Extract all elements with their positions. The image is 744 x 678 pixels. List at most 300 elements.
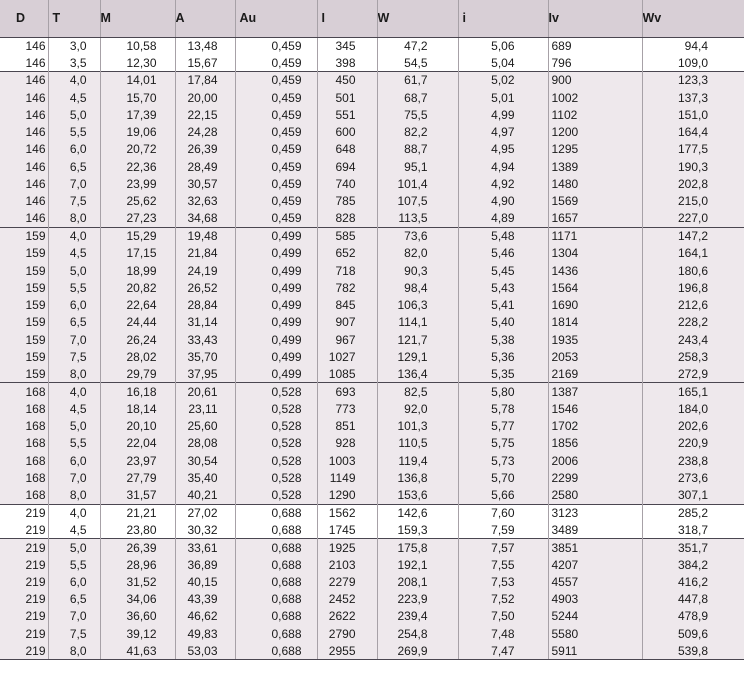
table-cell: 3,0	[48, 37, 100, 54]
table-cell: 501	[317, 89, 377, 106]
table-cell: 0,528	[235, 435, 317, 452]
table-cell: 7,5	[48, 348, 100, 365]
table-cell: 0,528	[235, 383, 317, 400]
table-cell: 585	[317, 227, 377, 244]
table-cell: 10,58	[100, 37, 175, 54]
table-cell: 0,528	[235, 400, 317, 417]
table-cell: 106,3	[377, 296, 458, 313]
table-cell: 5,02	[458, 72, 548, 89]
table-cell: 1702	[548, 418, 642, 435]
table-cell: 168	[25, 419, 46, 434]
table-cell: 30,57	[175, 175, 235, 192]
table-row	[0, 435, 744, 452]
table-cell: 4,89	[458, 210, 548, 227]
table-row	[0, 556, 744, 573]
table-cell: 1290	[317, 487, 377, 504]
table-cell: 146	[25, 211, 46, 226]
table-cell: 1387	[548, 383, 642, 400]
table-cell: 0,688	[235, 573, 317, 590]
table-cell: 121,7	[377, 331, 458, 348]
table-cell: 3,5	[48, 54, 100, 71]
table-cell: 243,4	[642, 331, 744, 348]
table-cell: 652	[317, 245, 377, 262]
table-row	[0, 158, 744, 175]
table-cell: 95,1	[377, 158, 458, 175]
table-body	[0, 37, 744, 660]
table-cell: 20,61	[175, 383, 235, 400]
table-row	[0, 279, 744, 296]
table-cell: 1935	[548, 331, 642, 348]
table-cell: 0,459	[235, 193, 317, 210]
table-cell: 28,02	[100, 348, 175, 365]
table-row	[0, 37, 744, 54]
table-cell: 53,03	[175, 642, 235, 659]
column-header-t: T	[48, 0, 100, 37]
table-cell: 5,06	[458, 37, 548, 54]
table-cell: 828	[317, 210, 377, 227]
table-cell: 4,0	[48, 72, 100, 89]
table-cell: 4,0	[48, 383, 100, 400]
table-cell: 2452	[317, 591, 377, 608]
table-cell: 15,70	[100, 89, 175, 106]
table-cell: 146	[25, 90, 46, 105]
table-cell: 177,5	[642, 141, 744, 158]
table-cell: 1085	[317, 366, 377, 383]
table-cell: 6,5	[48, 591, 100, 608]
column-header-d: D	[0, 0, 48, 37]
table-cell: 648	[317, 141, 377, 158]
table-cell: 215,0	[642, 193, 744, 210]
table-cell: 6,5	[48, 314, 100, 331]
table-cell: 0,688	[235, 642, 317, 659]
table-cell: 4207	[548, 556, 642, 573]
table-cell: 689	[548, 37, 642, 54]
table-cell: 1657	[548, 210, 642, 227]
table-cell: 782	[317, 279, 377, 296]
table-cell: 31,57	[100, 487, 175, 504]
table-cell: 6,0	[48, 296, 100, 313]
table-cell: 26,24	[100, 331, 175, 348]
table-cell: 1295	[548, 141, 642, 158]
table-cell: 13,48	[175, 37, 235, 54]
table-cell: 0,499	[235, 296, 317, 313]
table-cell: 307,1	[642, 487, 744, 504]
table-row	[0, 400, 744, 417]
table-cell: 416,2	[642, 573, 744, 590]
table-cell: 15,67	[175, 54, 235, 71]
table-cell: 7,57	[458, 539, 548, 556]
table-cell: 0,499	[235, 348, 317, 365]
table-cell: 796	[548, 54, 642, 71]
table-cell: 5,40	[458, 314, 548, 331]
table-cell: 36,60	[100, 608, 175, 625]
table-cell: 22,04	[100, 435, 175, 452]
table-cell: 202,6	[642, 418, 744, 435]
table-cell: 41,63	[100, 642, 175, 659]
table-cell: 29,79	[100, 366, 175, 383]
table-cell: 845	[317, 296, 377, 313]
table-cell: 2299	[548, 469, 642, 486]
table-cell: 6,0	[48, 452, 100, 469]
table-cell: 5,80	[458, 383, 548, 400]
table-cell: 17,15	[100, 245, 175, 262]
table-cell: 7,52	[458, 591, 548, 608]
table-cell: 4,0	[48, 227, 100, 244]
table-cell: 101,4	[377, 175, 458, 192]
table-cell: 0,688	[235, 556, 317, 573]
table-cell: 25,60	[175, 418, 235, 435]
table-cell: 146	[25, 194, 46, 209]
table-cell: 39,12	[100, 625, 175, 642]
table-cell: 4,92	[458, 175, 548, 192]
table-cell: 28,84	[175, 296, 235, 313]
table-cell: 40,21	[175, 487, 235, 504]
table-cell: 1200	[548, 123, 642, 140]
table-cell: 7,5	[48, 625, 100, 642]
table-cell: 27,23	[100, 210, 175, 227]
table-cell: 8,0	[48, 487, 100, 504]
table-cell: 227,0	[642, 210, 744, 227]
table-cell: 1003	[317, 452, 377, 469]
table-row	[0, 608, 744, 625]
table-cell: 15,29	[100, 227, 175, 244]
table-cell: 12,30	[100, 54, 175, 71]
table-cell: 1564	[548, 279, 642, 296]
table-cell: 61,7	[377, 72, 458, 89]
table-cell: 600	[317, 123, 377, 140]
table-cell: 4,99	[458, 106, 548, 123]
table-cell: 0,459	[235, 37, 317, 54]
table-cell: 33,43	[175, 331, 235, 348]
table-cell: 110,5	[377, 435, 458, 452]
table-cell: 219	[25, 522, 46, 537]
table-cell: 168	[25, 453, 46, 468]
table-cell: 0,459	[235, 106, 317, 123]
table-cell: 272,9	[642, 366, 744, 383]
table-row	[0, 487, 744, 504]
table-cell: 5,36	[458, 348, 548, 365]
table-cell: 4,90	[458, 193, 548, 210]
table-cell: 0,499	[235, 262, 317, 279]
table-row	[0, 175, 744, 192]
table-cell: 219	[0, 504, 48, 521]
table-cell: 5,04	[458, 54, 548, 71]
table-cell: 43,39	[175, 591, 235, 608]
table-cell: 1171	[548, 227, 642, 244]
table-cell: 26,39	[100, 539, 175, 556]
table-cell: 26,52	[175, 279, 235, 296]
table-cell: 4,97	[458, 123, 548, 140]
table-cell: 398	[317, 54, 377, 71]
table-cell: 967	[317, 331, 377, 348]
table-cell: 17,39	[100, 106, 175, 123]
table-cell: 101,3	[377, 418, 458, 435]
table-cell: 2103	[317, 556, 377, 573]
table-cell: 928	[317, 435, 377, 452]
table-cell: 5,73	[458, 452, 548, 469]
table-cell: 36,89	[175, 556, 235, 573]
table-cell: 21,21	[100, 504, 175, 521]
table-cell: 2955	[317, 642, 377, 659]
table-cell: 740	[317, 175, 377, 192]
table-cell: 2622	[317, 608, 377, 625]
table-cell: 5,35	[458, 366, 548, 383]
table-cell: 24,28	[175, 123, 235, 140]
table-cell: 238,8	[642, 452, 744, 469]
table-cell: 0,499	[235, 331, 317, 348]
table-row	[0, 504, 744, 521]
table-row	[0, 591, 744, 608]
table-row	[0, 452, 744, 469]
column-header-i-lower: i	[458, 0, 548, 37]
table-cell: 5,5	[48, 279, 100, 296]
table-row	[0, 573, 744, 590]
table-cell: 4903	[548, 591, 642, 608]
table-cell: 0,688	[235, 539, 317, 556]
table-cell: 31,52	[100, 573, 175, 590]
table-cell: 20,82	[100, 279, 175, 296]
table-cell: 5,78	[458, 400, 548, 417]
table-cell: 5,0	[48, 539, 100, 556]
table-cell: 450	[317, 72, 377, 89]
table-cell: 258,3	[642, 348, 744, 365]
table-cell: 7,0	[48, 175, 100, 192]
table-cell: 7,0	[48, 469, 100, 486]
table-cell: 208,1	[377, 573, 458, 590]
table-cell: 4,94	[458, 158, 548, 175]
table-cell: 88,7	[377, 141, 458, 158]
table-cell: 1856	[548, 435, 642, 452]
table-cell: 33,61	[175, 539, 235, 556]
table-cell: 107,5	[377, 193, 458, 210]
table-cell: 2790	[317, 625, 377, 642]
table-cell: 30,32	[175, 521, 235, 538]
table-cell: 82,5	[377, 383, 458, 400]
table-cell: 24,19	[175, 262, 235, 279]
table-cell: 146	[25, 107, 46, 122]
table-cell: 0,528	[235, 418, 317, 435]
table-cell: 219	[25, 574, 46, 589]
table-cell: 35,40	[175, 469, 235, 486]
table-cell: 1389	[548, 158, 642, 175]
table-cell: 8,0	[48, 366, 100, 383]
table-cell: 75,5	[377, 106, 458, 123]
table-cell: 136,4	[377, 366, 458, 383]
table-cell: 5,01	[458, 89, 548, 106]
table-cell: 129,1	[377, 348, 458, 365]
table-cell: 25,62	[100, 193, 175, 210]
table-cell: 190,3	[642, 158, 744, 175]
table-row	[0, 54, 744, 71]
table-cell: 20,72	[100, 141, 175, 158]
table-cell: 0,459	[235, 158, 317, 175]
table-cell: 7,5	[48, 193, 100, 210]
table-cell: 159	[25, 367, 46, 382]
table-cell: 5,75	[458, 435, 548, 452]
table-cell: 4,0	[48, 504, 100, 521]
table-cell: 384,2	[642, 556, 744, 573]
table-cell: 159	[25, 280, 46, 295]
column-header-a: A	[175, 0, 235, 37]
table-cell: 273,6	[642, 469, 744, 486]
table-cell: 119,4	[377, 452, 458, 469]
table-cell: 551	[317, 106, 377, 123]
table-cell: 146	[25, 142, 46, 157]
table-cell: 14,01	[100, 72, 175, 89]
table-cell: 6,0	[48, 573, 100, 590]
table-cell: 7,59	[458, 521, 548, 538]
table-cell: 184,0	[642, 400, 744, 417]
table-cell: 35,70	[175, 348, 235, 365]
table-cell: 0,688	[235, 521, 317, 538]
table-cell: 219	[25, 557, 46, 572]
table-cell: 34,68	[175, 210, 235, 227]
table-cell: 168	[25, 436, 46, 451]
table-cell: 114,1	[377, 314, 458, 331]
table-cell: 159	[25, 246, 46, 261]
table-cell: 0,499	[235, 366, 317, 383]
table-cell: 228,2	[642, 314, 744, 331]
table-cell: 219	[25, 609, 46, 624]
table-cell: 168	[0, 383, 48, 400]
table-cell: 123,3	[642, 72, 744, 89]
table-cell: 5,43	[458, 279, 548, 296]
table-cell: 175,8	[377, 539, 458, 556]
table-row	[0, 245, 744, 262]
table-cell: 5580	[548, 625, 642, 642]
table-cell: 19,48	[175, 227, 235, 244]
table-cell: 113,5	[377, 210, 458, 227]
table-cell: 8,0	[48, 210, 100, 227]
table-cell: 159,3	[377, 521, 458, 538]
table-cell: 1102	[548, 106, 642, 123]
table-cell: 693	[317, 383, 377, 400]
table-cell: 694	[317, 158, 377, 175]
table-cell: 31,14	[175, 314, 235, 331]
table-header	[0, 0, 744, 37]
table-cell: 1027	[317, 348, 377, 365]
table-cell: 68,7	[377, 89, 458, 106]
table-cell: 159	[0, 227, 48, 244]
table-row	[0, 262, 744, 279]
table-cell: 82,2	[377, 123, 458, 140]
table-cell: 5,38	[458, 331, 548, 348]
table-cell: 5,5	[48, 556, 100, 573]
table-cell: 16,18	[100, 383, 175, 400]
table-cell: 22,36	[100, 158, 175, 175]
table-cell: 37,95	[175, 366, 235, 383]
table-row	[0, 383, 744, 400]
table-cell: 159	[25, 298, 46, 313]
table-cell: 2006	[548, 452, 642, 469]
table-row	[0, 418, 744, 435]
table-cell: 23,97	[100, 452, 175, 469]
table-cell: 0,528	[235, 469, 317, 486]
table-cell: 142,6	[377, 504, 458, 521]
table-cell: 4,5	[48, 89, 100, 106]
table-cell: 219	[25, 626, 46, 641]
table-cell: 3851	[548, 539, 642, 556]
table-cell: 0,459	[235, 210, 317, 227]
table-cell: 192,1	[377, 556, 458, 573]
table-cell: 7,50	[458, 608, 548, 625]
table-cell: 509,6	[642, 625, 744, 642]
table-cell: 168	[25, 401, 46, 416]
table-cell: 8,0	[48, 642, 100, 659]
table-cell: 254,8	[377, 625, 458, 642]
table-cell: 73,6	[377, 227, 458, 244]
table-cell: 1546	[548, 400, 642, 417]
column-header-w: W	[377, 0, 458, 37]
table-cell: 1149	[317, 469, 377, 486]
table-cell: 7,48	[458, 625, 548, 642]
table-cell: 318,7	[642, 521, 744, 538]
table-cell: 5,0	[48, 262, 100, 279]
table-cell: 30,54	[175, 452, 235, 469]
table-cell: 28,49	[175, 158, 235, 175]
table-cell: 153,6	[377, 487, 458, 504]
table-cell: 6,0	[48, 141, 100, 158]
table-cell: 7,0	[48, 608, 100, 625]
table-row	[0, 469, 744, 486]
table-cell: 168	[25, 471, 46, 486]
table-cell: 478,9	[642, 608, 744, 625]
table-cell: 7,55	[458, 556, 548, 573]
table-cell: 1436	[548, 262, 642, 279]
table-cell: 0,688	[235, 608, 317, 625]
table-cell: 98,4	[377, 279, 458, 296]
table-cell: 5,5	[48, 123, 100, 140]
table-row	[0, 72, 744, 89]
table-cell: 23,80	[100, 521, 175, 538]
table-cell: 5,41	[458, 296, 548, 313]
column-header-au: Au	[235, 0, 317, 37]
table-cell: 219	[0, 642, 48, 659]
table-cell: 0,499	[235, 245, 317, 262]
table-cell: 146	[25, 55, 46, 70]
table-cell: 32,63	[175, 193, 235, 210]
table-cell: 20,00	[175, 89, 235, 106]
table-cell: 168	[25, 488, 46, 503]
table-cell: 539,8	[642, 642, 744, 659]
table-cell: 20,10	[100, 418, 175, 435]
table-cell: 239,4	[377, 608, 458, 625]
table-cell: 4,5	[48, 521, 100, 538]
table-cell: 159	[25, 315, 46, 330]
table-cell: 0,499	[235, 314, 317, 331]
table-cell: 82,0	[377, 245, 458, 262]
table-cell: 7,0	[48, 331, 100, 348]
table-cell: 0,459	[235, 175, 317, 192]
table-cell: 0,688	[235, 625, 317, 642]
table-cell: 0,499	[235, 279, 317, 296]
table-row	[0, 227, 744, 244]
table-cell: 0,528	[235, 487, 317, 504]
table-cell: 5,45	[458, 262, 548, 279]
table-cell: 164,1	[642, 245, 744, 262]
table-cell: 285,2	[642, 504, 744, 521]
table-cell: 907	[317, 314, 377, 331]
table-row	[0, 366, 744, 383]
table-cell: 212,6	[642, 296, 744, 313]
table-cell: 1562	[317, 504, 377, 521]
table-cell: 5911	[548, 642, 642, 659]
table-cell: 0,459	[235, 123, 317, 140]
table-cell: 351,7	[642, 539, 744, 556]
table-cell: 49,83	[175, 625, 235, 642]
table-cell: 345	[317, 37, 377, 54]
table-cell: 18,99	[100, 262, 175, 279]
